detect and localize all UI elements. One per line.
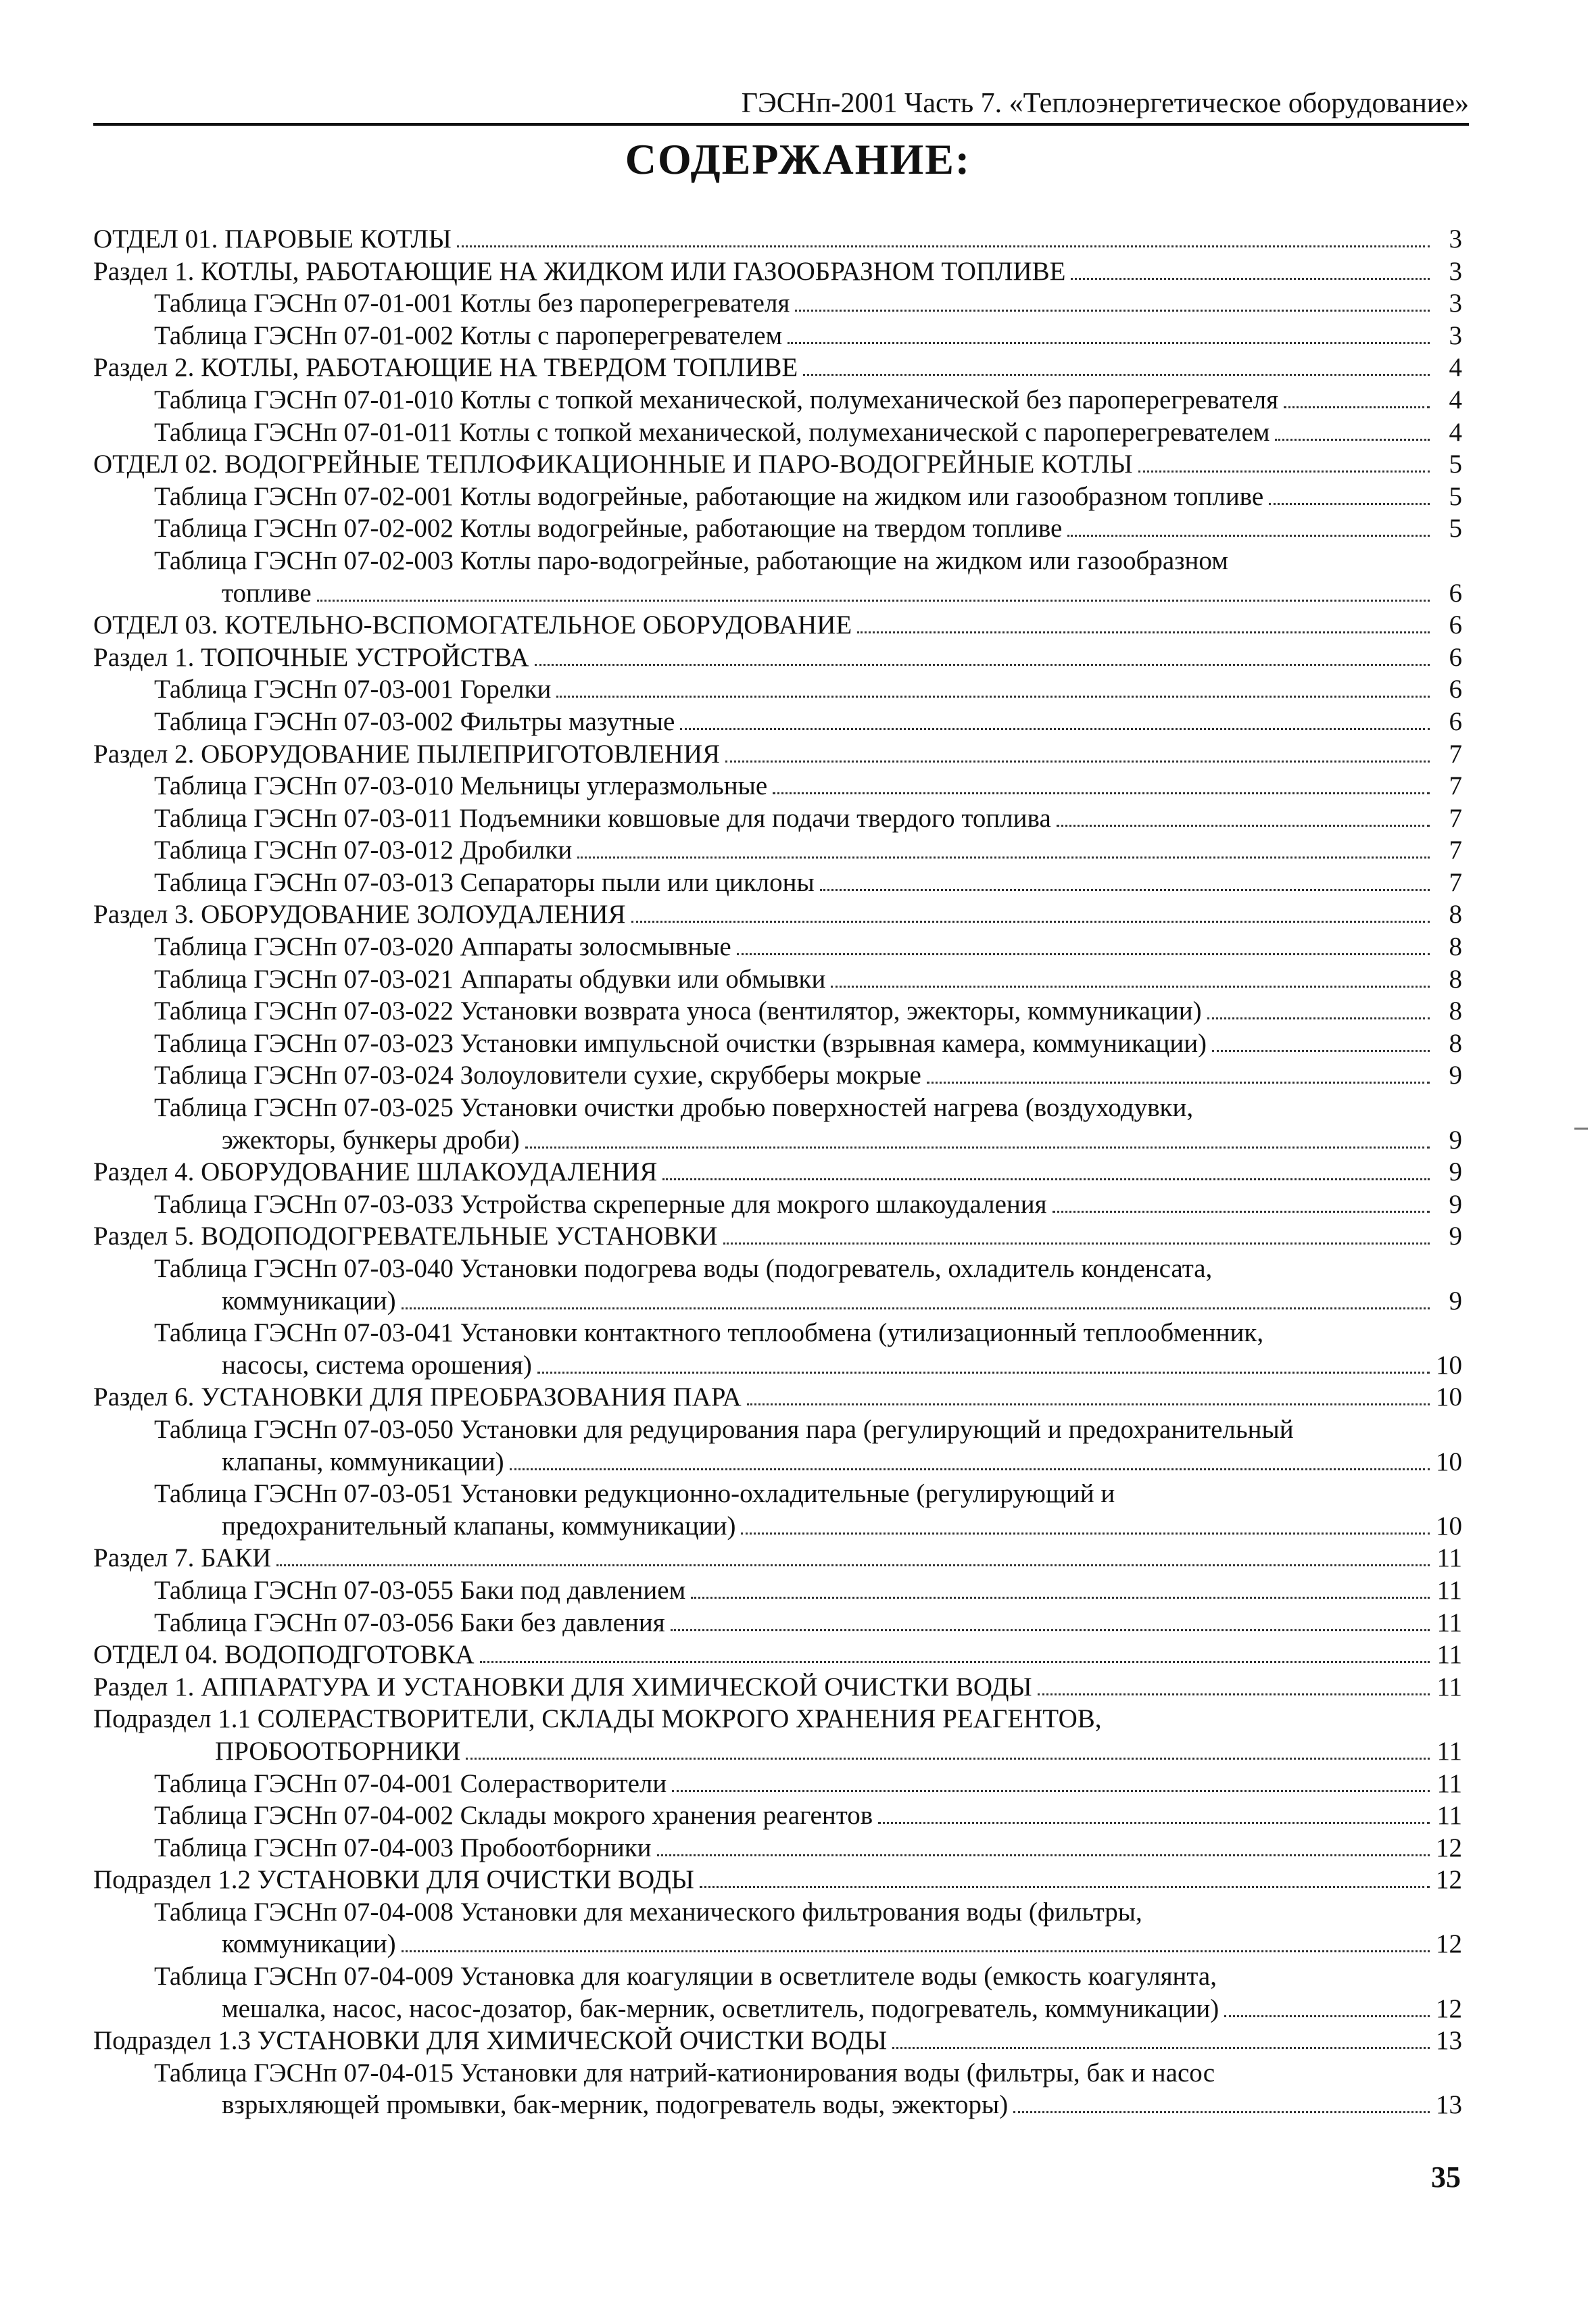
toc-entry-text: Таблица ГЭСНп 07-03-025 Установки очистки дробью поверхностей нагрева (воздуходувки, (154, 1093, 1194, 1123)
dot-leader (927, 1082, 1430, 1084)
toc-entry (93, 416, 1462, 449)
dot-leader (803, 374, 1430, 376)
toc-page-number: 9 (1449, 1061, 1462, 1090)
toc-page-number: 10 (1436, 1447, 1462, 1476)
toc-entry-line (93, 1220, 1462, 1253)
toc-page-number: 10 (1436, 1350, 1462, 1380)
dot-leader (741, 1533, 1430, 1535)
toc-entry-line (93, 1446, 1462, 1478)
page-number: 35 (1431, 2161, 1461, 2194)
toc-entry-text: Раздел 7. БАКИ (93, 1543, 272, 1573)
toc-entry-text: Таблица ГЭСНп 07-01-011 Котлы с топкой механической, полумеханической с пароперегревателем (154, 417, 1270, 447)
toc-entry-line (93, 1993, 1462, 2025)
dot-leader (1057, 825, 1430, 827)
toc-entry-text: Таблица ГЭСНп 07-03-023 Установки импульсной очистки (взрывная камера, коммуникации) (154, 1028, 1207, 1058)
toc-entry-text: Таблица ГЭСНп 07-04-009 Установка для коагуляции в осветлителе воды (емкость коагулянта, (154, 1962, 1217, 1992)
toc-entry (93, 706, 1462, 738)
toc-page-number: 13 (1436, 2026, 1462, 2056)
toc-entry (93, 256, 1462, 288)
dot-leader (480, 1661, 1430, 1663)
toc-page-number: 7 (1449, 771, 1462, 801)
toc-page-number: 9 (1449, 1286, 1462, 1316)
toc-page-number: 4 (1449, 353, 1462, 383)
toc-entry (93, 995, 1462, 1028)
toc-entry (93, 898, 1462, 931)
toc-entry (93, 1381, 1462, 1414)
dot-leader (1275, 439, 1430, 441)
toc-entry (93, 384, 1462, 416)
toc-entry-line (93, 1639, 1462, 1671)
toc-entry-text: насосы, система орошения) (222, 1350, 532, 1380)
toc-entry-line (93, 1864, 1462, 1896)
toc-entry (93, 1607, 1462, 1639)
toc-entry-line (93, 1735, 1462, 1768)
toc-entry-text: предохранительный клапаны, коммуникации) (222, 1511, 736, 1541)
toc-entry-text: Таблица ГЭСНп 07-04-015 Установки для натрий-катионирования воды (фильтры, бак и насос (154, 2058, 1215, 2088)
toc-entry (93, 1092, 1462, 1156)
toc-entry-text: Таблица ГЭСНп 07-04-008 Установки для механического фильтрования воды (фильтры, (154, 1897, 1142, 1927)
toc-entry-text: Раздел 1. КОТЛЫ, РАБОТАЮЩИЕ НА ЖИДКОМ ИЛИ ГАЗООБРАЗНОМ ТОПЛИВЕ (93, 256, 1066, 286)
toc-entry-text: Раздел 3. ОБОРУДОВАНИЕ ЗОЛОУДАЛЕНИЯ (93, 900, 626, 930)
toc-entry-line (93, 898, 1462, 931)
toc-page-number: 5 (1449, 450, 1462, 479)
toc-entry-line (93, 1928, 1462, 1960)
toc-entry-text: Раздел 2. ОБОРУДОВАНИЕ ПЫЛЕПРИГОТОВЛЕНИЯ (93, 739, 721, 769)
toc-entry-text: Раздел 4. ОБОРУДОВАНИЕ ШЛАКОУДАЛЕНИЯ (93, 1157, 658, 1187)
toc-entry (93, 1574, 1462, 1607)
toc-page-number: 11 (1436, 1768, 1462, 1798)
toc-entry (93, 1703, 1462, 1767)
toc-entry-text: Раздел 1. АППАРАТУРА И УСТАНОВКИ ДЛЯ ХИМИЧЕСКОЙ ОЧИСТКИ ВОДЫ (93, 1672, 1032, 1702)
toc-entry-line (93, 1768, 1462, 1800)
toc-entry (93, 1059, 1462, 1092)
toc-entry-line (93, 1960, 1462, 1993)
dot-leader (657, 1854, 1430, 1856)
toc-entry-line (93, 545, 1462, 577)
toc-entry-line (93, 2089, 1462, 2121)
toc-entry (93, 673, 1462, 706)
toc-entry-line (93, 448, 1462, 481)
toc-page-number: 8 (1449, 1028, 1462, 1058)
toc-page-number: 3 (1449, 224, 1462, 254)
dot-leader (680, 728, 1430, 730)
toc-page-number: 6 (1449, 706, 1462, 736)
toc-entry-text: Раздел 6. УСТАНОВКИ ДЛЯ ПРЕОБРАЗОВАНИЯ ПАРА (93, 1382, 742, 1412)
toc-entry-line (93, 1478, 1462, 1510)
toc-page-number: 5 (1449, 514, 1462, 544)
dot-leader (631, 921, 1430, 923)
toc-entry-text: ОТДЕЛ 02. ВОДОГРЕЙНЫЕ ТЕПЛОФИКАЦИОННЫЕ И ПАРО-ВОДОГРЕЙНЫЕ КОТЛЫ (93, 450, 1133, 479)
dot-leader (402, 1950, 1430, 1952)
toc-page-number: 6 (1449, 642, 1462, 672)
toc-page-number: 9 (1449, 1157, 1462, 1187)
toc-entry-text: Таблица ГЭСНп 07-03-033 Устройства скреперные для мокрого шлакоудаления (154, 1189, 1047, 1219)
running-header: ГЭСНп-2001 Часть 7. «Теплоэнергетическое оборудование» (93, 87, 1469, 126)
toc-page-number: 7 (1449, 867, 1462, 897)
toc-entry (93, 287, 1462, 320)
toc-entry-text: Таблица ГЭСНп 07-03-021 Аппараты обдувки или обмывки (154, 964, 826, 994)
toc-entry-line (93, 706, 1462, 738)
toc-page-number: 11 (1436, 1608, 1462, 1637)
dot-leader (1207, 1017, 1430, 1019)
toc-entry-line (93, 1832, 1462, 1864)
toc-entry-line (93, 1510, 1462, 1543)
toc-entry (93, 642, 1462, 674)
toc-entry-line (93, 1800, 1462, 1832)
toc-entry-text: Таблица ГЭСНп 07-03-020 Аппараты золосмывные (154, 932, 731, 962)
toc-entry (93, 2025, 1462, 2057)
toc-entry-line (93, 1349, 1462, 1382)
toc-entry (93, 609, 1462, 642)
toc-entry-line (93, 1092, 1462, 1124)
toc-page-number: 11 (1436, 1640, 1462, 1670)
dot-leader (466, 1758, 1430, 1760)
toc-entry (93, 352, 1462, 384)
toc-entry-line (93, 481, 1462, 513)
dot-leader (1284, 406, 1430, 408)
toc-entry (93, 1768, 1462, 1800)
toc-entry-text: коммуникации) (222, 1286, 396, 1316)
toc-page-number: 9 (1449, 1125, 1462, 1155)
toc-entry (93, 1800, 1462, 1832)
toc-entry-text: мешалка, насос, насос-дозатор, бак-мерник, осветлитель, подогреватель, коммуникации) (222, 1994, 1219, 2023)
toc-page-number: 7 (1449, 803, 1462, 833)
toc-entry-line (93, 1253, 1462, 1285)
dot-leader (788, 342, 1430, 344)
toc-page-number: 9 (1449, 1222, 1462, 1251)
toc-page-number: 12 (1436, 1929, 1462, 1959)
toc-entry-text: Таблица ГЭСНп 07-01-002 Котлы с пароперегревателем (154, 320, 783, 350)
toc-entry-text: Таблица ГЭСНп 07-03-010 Мельницы углеразмольные (154, 771, 768, 801)
toc-entry (93, 545, 1462, 609)
toc-page-number: 9 (1449, 1189, 1462, 1219)
toc-entry (93, 1253, 1462, 1317)
dot-leader (831, 986, 1430, 988)
dot-leader (691, 1597, 1430, 1599)
toc-entry-text: клапаны, коммуникации) (222, 1447, 504, 1476)
toc-entry-text: Таблица ГЭСНп 07-03-022 Установки возврата уноса (вентилятор, эжекторы, коммуникации) (154, 996, 1202, 1026)
toc-entry-line (93, 1414, 1462, 1446)
dot-leader (723, 1243, 1430, 1245)
toc-entry-line (93, 642, 1462, 674)
toc-entry-text: Таблица ГЭСНп 07-03-024 Золоуловители сухие, скрубберы мокрые (154, 1061, 921, 1090)
toc-entry (93, 1188, 1462, 1221)
toc-page-number: 6 (1449, 675, 1462, 704)
toc-page-number: 3 (1449, 256, 1462, 286)
dot-leader (535, 664, 1430, 666)
dot-leader (820, 889, 1430, 891)
toc-entry (93, 1896, 1462, 1960)
toc-entry-line (93, 770, 1462, 802)
toc-page-number: 11 (1436, 1801, 1462, 1831)
toc-entry-line (93, 963, 1462, 996)
toc-page-number: 8 (1449, 932, 1462, 962)
toc-page-number: 4 (1449, 385, 1462, 414)
toc-page-number: 8 (1449, 996, 1462, 1026)
toc-entry-text: эжекторы, бункеры дроби) (222, 1125, 520, 1155)
dot-leader (1269, 503, 1430, 505)
toc-entry (93, 1832, 1462, 1864)
toc-entry-line (93, 384, 1462, 416)
toc-entry-line (93, 512, 1462, 545)
toc-page-number: 6 (1449, 578, 1462, 608)
dot-leader (537, 1372, 1430, 1374)
toc-entry-line (93, 1028, 1462, 1060)
toc-entry-line (93, 1896, 1462, 1929)
toc-entry-line (93, 1607, 1462, 1639)
toc-entry-text: Таблица ГЭСНп 07-03-011 Подъемники ковшовые для подачи твердого топлива (154, 803, 1051, 833)
toc-entry (93, 1864, 1462, 1896)
toc-entry-line (93, 416, 1462, 449)
toc-entry-line (93, 802, 1462, 835)
toc-entry-line (93, 2025, 1462, 2057)
dot-leader (402, 1307, 1430, 1309)
toc-entry-line (93, 223, 1462, 256)
toc-entry-text: Таблица ГЭСНп 07-03-002 Фильтры мазутные (154, 706, 675, 736)
dot-leader (725, 761, 1430, 763)
dot-leader (457, 245, 1430, 247)
toc-entry-text: топливе (222, 578, 312, 608)
toc-entry (93, 1478, 1462, 1542)
toc-page-number: 6 (1449, 610, 1462, 640)
toc-page-number: 8 (1449, 900, 1462, 930)
toc-entry-line (93, 1542, 1462, 1574)
toc-entry (93, 867, 1462, 899)
toc-entry-text: Таблица ГЭСНп 07-03-055 Баки под давлением (154, 1575, 686, 1605)
dot-leader (1224, 2015, 1430, 2017)
toc-entry-text: Таблица ГЭСНп 07-03-012 Дробилки (154, 836, 573, 865)
toc-entry-text: Раздел 2. КОТЛЫ, РАБОТАЮЩИЕ НА ТВЕРДОМ ТОПЛИВЕ (93, 353, 798, 383)
toc-entry (93, 802, 1462, 835)
toc-entry-text: Таблица ГЭСНп 07-03-051 Установки редукционно-охладительные (регулирующий и (154, 1479, 1115, 1509)
toc-entry (93, 1156, 1462, 1188)
toc-entry-line (93, 834, 1462, 867)
toc-entry (93, 738, 1462, 771)
dot-leader (276, 1564, 1430, 1566)
toc-entry-line (93, 256, 1462, 288)
toc-entry (93, 1960, 1462, 2025)
dot-leader (1138, 471, 1430, 473)
dot-leader (672, 1790, 1430, 1792)
toc-entry (93, 1317, 1462, 1381)
toc-entry-text: Таблица ГЭСНп 07-04-001 Солерастворители (154, 1768, 667, 1798)
dot-leader (1053, 1211, 1430, 1213)
toc-entry-text: Таблица ГЭСНп 07-03-050 Установки для редуцирования пара (регулирующий и предохранительный (154, 1414, 1294, 1444)
dot-leader (1067, 535, 1430, 537)
toc-page-number: 11 (1436, 1543, 1462, 1573)
toc-entry (93, 2057, 1462, 2121)
toc-entry-text: ОТДЕЛ 01. ПАРОВЫЕ КОТЛЫ (93, 224, 452, 254)
toc-page-number: 4 (1449, 417, 1462, 447)
toc-entry-text: Таблица ГЭСНп 07-04-003 Пробоотборники (154, 1833, 652, 1862)
toc-entry-line (93, 1285, 1462, 1318)
toc-entry (93, 320, 1462, 352)
dot-leader (662, 1178, 1430, 1180)
toc-entry-text: Таблица ГЭСНп 07-02-003 Котлы паро-водогрейные, работающие на жидком или газообразном (154, 546, 1228, 575)
toc-entry (93, 834, 1462, 867)
dot-leader (737, 953, 1430, 955)
toc-entry-text: ОТДЕЛ 03. КОТЕЛЬНО-ВСПОМОГАТЕЛЬНОЕ ОБОРУДОВАНИЕ (93, 610, 852, 640)
page-title: СОДЕРЖАНИЕ: (625, 135, 971, 183)
toc-entry-text: Подраздел 1.2 УСТАНОВКИ ДЛЯ ОЧИСТКИ ВОДЫ (93, 1865, 694, 1895)
dot-leader (317, 600, 1430, 602)
dot-leader (577, 857, 1430, 859)
toc-page-number: 12 (1436, 1865, 1462, 1895)
dot-leader (1071, 278, 1430, 280)
toc-entry-line (93, 1381, 1462, 1414)
toc-entry-text: коммуникации) (222, 1929, 396, 1959)
toc-page-number: 11 (1436, 1672, 1462, 1702)
toc-entry (93, 1542, 1462, 1574)
toc-entry-line (93, 738, 1462, 771)
toc-entry-line (93, 1317, 1462, 1349)
toc-entry-line (93, 577, 1462, 610)
toc-entry-line (93, 1703, 1462, 1735)
toc-entry (93, 223, 1462, 256)
toc-entry-text: Таблица ГЭСНп 07-03-056 Баки без давления (154, 1608, 665, 1637)
toc-entry (93, 963, 1462, 996)
toc-entry-text: Таблица ГЭСНп 07-01-001 Котлы без пароперегревателя (154, 289, 790, 318)
toc-entry-line (93, 352, 1462, 384)
toc-entry-line (93, 673, 1462, 706)
toc-page-number: 8 (1449, 964, 1462, 994)
margin-mark (1574, 1128, 1588, 1130)
toc-entry (93, 1028, 1462, 1060)
dot-leader (510, 1468, 1430, 1470)
dot-leader (671, 1629, 1430, 1631)
toc-entry-line (93, 2057, 1462, 2090)
toc-entry (93, 512, 1462, 545)
toc-page-number: 12 (1436, 1833, 1462, 1862)
dot-leader (795, 310, 1430, 312)
dot-leader (1013, 2111, 1430, 2113)
toc-entry (93, 481, 1462, 513)
toc-page-number: 10 (1436, 1382, 1462, 1412)
toc-entry-text: Таблица ГЭСНп 07-03-013 Сепараторы пыли или циклоны (154, 867, 815, 897)
dot-leader (892, 2047, 1430, 2049)
toc-entry-line (93, 1059, 1462, 1092)
toc-page-number: 3 (1449, 320, 1462, 350)
toc-entry-line (93, 609, 1462, 642)
toc-entry-line (93, 995, 1462, 1028)
toc-entry-text: Раздел 5. ВОДОПОДОГРЕВАТЕЛЬНЫЕ УСТАНОВКИ (93, 1222, 718, 1251)
toc-entry (93, 448, 1462, 481)
toc-entry-text: Таблица ГЭСНп 07-02-001 Котлы водогрейные, работающие на жидком или газообразном топливе (154, 481, 1264, 511)
toc-page-number: 10 (1436, 1511, 1462, 1541)
toc-entry-line (93, 320, 1462, 352)
toc-entry-text: Таблица ГЭСНп 07-04-002 Склады мокрого хранения реагентов (154, 1801, 873, 1831)
dot-leader (1038, 1693, 1430, 1695)
toc-entry (93, 1220, 1462, 1253)
toc-entry-text: ОТДЕЛ 04. ВОДОПОДГОТОВКА (93, 1640, 475, 1670)
toc-entry-text: Подраздел 1.3 УСТАНОВКИ ДЛЯ ХИМИЧЕСКОЙ ОЧИСТКИ ВОДЫ (93, 2026, 888, 2056)
dot-leader (857, 631, 1430, 633)
toc-entry-text: Таблица ГЭСНп 07-03-040 Установки подогрева воды (подогреватель, охладитель конденсата, (154, 1254, 1213, 1283)
toc-entry-text: Подраздел 1.1 СОЛЕРАСТВОРИТЕЛИ, СКЛАДЫ МОКРОГО ХРАНЕНИЯ РЕАГЕНТОВ, (93, 1704, 1102, 1734)
toc-entry (93, 1671, 1462, 1704)
dot-leader (773, 792, 1430, 794)
toc-entry-line (93, 1188, 1462, 1221)
toc-entry-text: Раздел 1. ТОПОЧНЫЕ УСТРОЙСТВА (93, 642, 529, 672)
toc-page-number: 3 (1449, 289, 1462, 318)
toc-page-number: 13 (1436, 2090, 1462, 2120)
toc-page-number: 7 (1449, 836, 1462, 865)
toc-entry-text: взрыхляющей промывки, бак-мерник, подогреватель воды, эжекторы) (222, 2090, 1009, 2120)
toc-entry (93, 1414, 1462, 1478)
toc-entry-line (93, 931, 1462, 963)
toc-entry-text: ПРОБООТБОРНИКИ (215, 1736, 461, 1766)
toc-entry-text: Таблица ГЭСНп 07-01-010 Котлы с топкой механической, полумеханической без пароперегревателя (154, 385, 1279, 414)
toc-page-number: 12 (1436, 1994, 1462, 2023)
toc-entry (93, 931, 1462, 963)
toc-page-number: 7 (1449, 739, 1462, 769)
dot-leader (525, 1147, 1430, 1149)
toc-entry-line (93, 1671, 1462, 1704)
dot-leader (1212, 1050, 1430, 1052)
toc-entry-line (93, 1124, 1462, 1157)
toc-entry (93, 1639, 1462, 1671)
dot-leader (747, 1403, 1430, 1405)
toc-entry-line (93, 867, 1462, 899)
dot-leader (556, 696, 1430, 698)
toc-entry-text: Таблица ГЭСНп 07-03-001 Горелки (154, 675, 552, 704)
toc-page-number: 11 (1436, 1575, 1462, 1605)
table-of-contents (93, 223, 1462, 2121)
dot-leader (700, 1886, 1430, 1888)
toc-page-number: 11 (1436, 1736, 1462, 1766)
toc-entry-text: Таблица ГЭСНп 07-02-002 Котлы водогрейные, работающие на твердом топливе (154, 514, 1063, 544)
toc-entry-line (93, 1156, 1462, 1188)
dot-leader (878, 1822, 1430, 1824)
toc-entry-line (93, 1574, 1462, 1607)
toc-entry-line (93, 287, 1462, 320)
toc-page-number: 5 (1449, 481, 1462, 511)
toc-entry-text: Таблица ГЭСНп 07-03-041 Установки контактного теплообмена (утилизационный теплообменник, (154, 1318, 1264, 1348)
toc-entry (93, 770, 1462, 802)
